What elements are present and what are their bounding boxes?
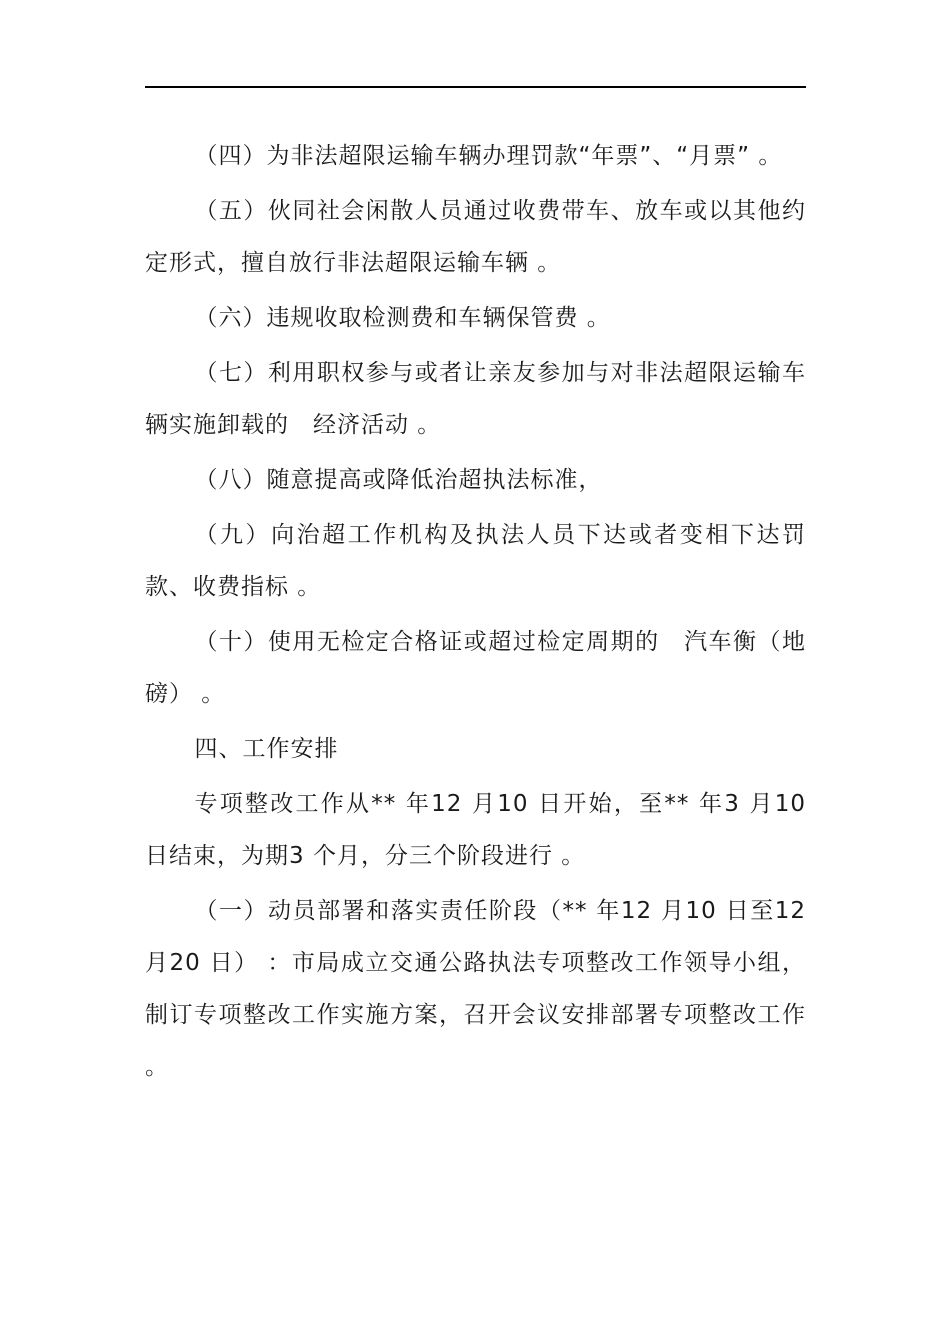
paragraph-item-8: （八）随意提高或降低治超执法标准， bbox=[194, 467, 603, 493]
section-heading-work-arrangement: 四、工作安排 bbox=[194, 736, 339, 762]
paragraph-phase-1: （一）动员部署和落实责任阶段（** 年12 月10 日至12 月20 日） ：市局成立交通公路执法专项整改工作领导小组，制订专项整改工作实施方案，召开会议安排部署专项整改工作 。 bbox=[145, 898, 806, 1080]
paragraph-item-6: （六）违规收取检测费和车辆保管费 。 bbox=[194, 305, 611, 331]
paragraph-item-9: （九）向治超工作机构及执法人员下达或者变相下达罚款、收费指标 。 bbox=[145, 522, 806, 600]
document-body bbox=[145, 130, 806, 1096]
paragraph-item-10: （十）使用无检定合格证或超过检定周期的 汽车衡（地磅） 。 bbox=[145, 629, 806, 707]
paragraph-schedule: 专项整改工作从** 年12 月10 日开始，至** 年3 月10 日结束，为期3 个月，分三个阶段进行 。 bbox=[145, 791, 806, 869]
paragraph-item-5: （五）伙同社会闲散人员通过收费带车、放车或以其他约定形式，擅自放行非法超限运输车辆 。 bbox=[145, 198, 806, 276]
paragraph-item-4: （四）为非法超限运输车辆办理罚款“年票”、“月票” 。 bbox=[194, 143, 783, 169]
paragraph-item-7: （七）利用职权参与或者让亲友参加与对非法超限运输车辆实施卸载的 经济活动 。 bbox=[145, 360, 806, 438]
header-rule bbox=[145, 86, 806, 88]
